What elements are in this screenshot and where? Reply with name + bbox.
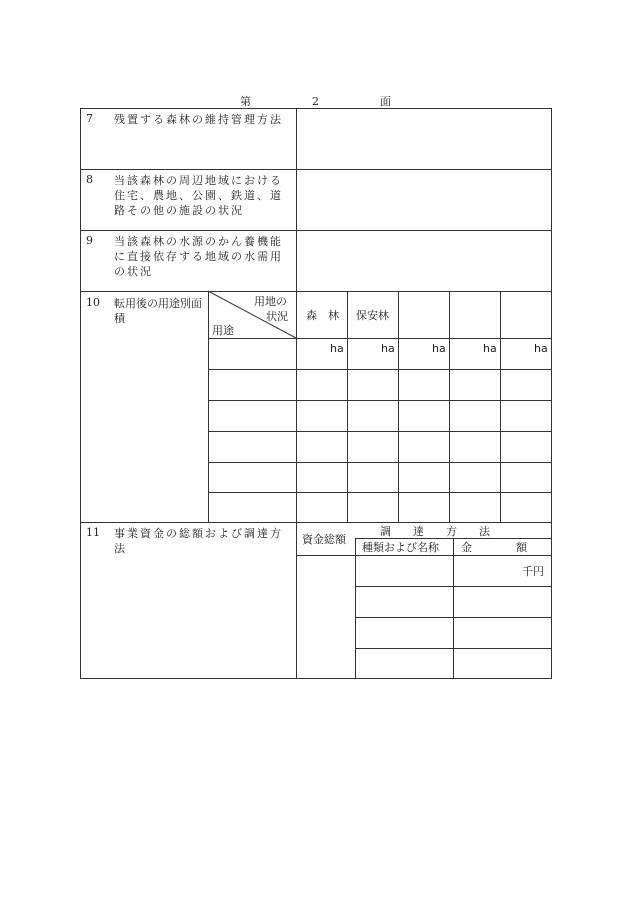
row7-number: 7 — [86, 112, 93, 125]
row8-label: 当該森林の周辺地域における住宅、農地、公園、鉄道、道路その他の施設の状況 — [114, 174, 283, 217]
row11-number: 11 — [86, 526, 100, 539]
row9-number: 9 — [86, 234, 93, 247]
col-header-forest: 森 林 — [306, 309, 339, 322]
row9-label: 当該森林の水源のかん養機能に直接依存する地域の水需用の状況 — [114, 235, 283, 278]
page-header-dai: 第 — [240, 95, 251, 108]
unit-ha-1: ha — [330, 342, 344, 355]
row11-label: 事業資金の総額および調達方法 — [114, 527, 283, 555]
col-header-protection-forest: 保安林 — [356, 309, 389, 322]
row7-label: 残置する森林の維持管理方法 — [114, 113, 283, 126]
page-header-number: 2 — [312, 95, 319, 108]
row10-number: 10 — [86, 296, 100, 309]
page-header-men: 面 — [380, 95, 391, 108]
total-funds-label: 資金総額 — [302, 533, 346, 546]
amount-label: 金 額 — [461, 541, 527, 554]
unit-thousand-yen: 千円 — [522, 565, 544, 578]
row8-number: 8 — [86, 173, 93, 186]
row10-label: 転用後の用途別面積 — [114, 297, 202, 325]
kind-and-name-label: 種類および名称 — [362, 541, 439, 554]
unit-ha-2: ha — [381, 342, 395, 355]
diagonal-header-land: 用地の — [254, 295, 287, 308]
unit-ha-3: ha — [432, 342, 446, 355]
diagonal-header-use: 用途 — [212, 324, 234, 337]
procurement-method-header: 調 達 方 法 — [380, 525, 490, 538]
diagonal-header-status: 状況 — [266, 310, 288, 323]
unit-ha-4: ha — [483, 342, 497, 355]
unit-ha-5: ha — [534, 342, 548, 355]
